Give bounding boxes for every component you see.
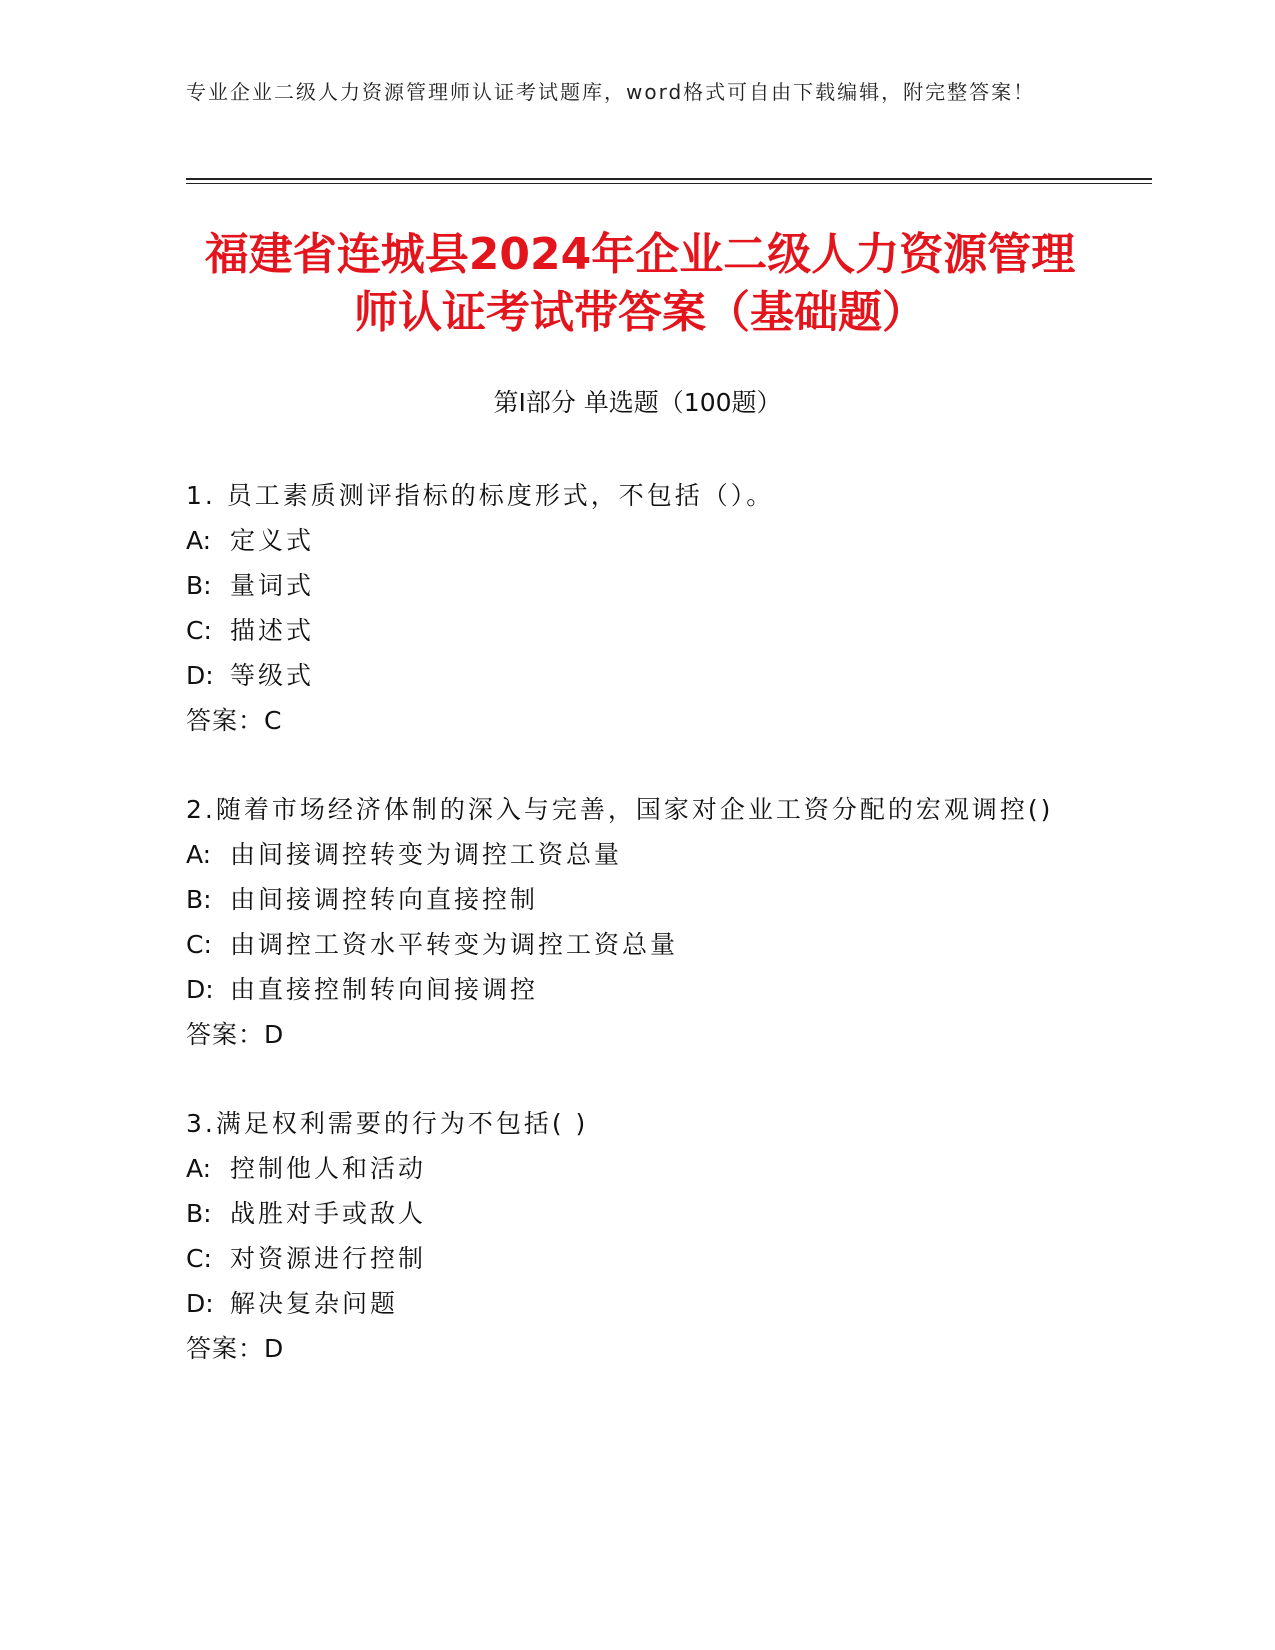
option-key: B: (186, 1199, 212, 1228)
answer: 答案：D (186, 1020, 285, 1049)
option-text: 描述式 (230, 616, 315, 645)
option-b (186, 1191, 1086, 1236)
option-c (186, 922, 1086, 967)
answer: 答案：D (186, 1334, 285, 1363)
option-text: 量词式 (230, 571, 315, 600)
option-text: 对资源进行控制 (230, 1244, 427, 1273)
question-stem: 2.随着市场经济体制的深入与完善，国家对企业工资分配的宏观调控() (186, 795, 1054, 824)
option-key: D: (186, 1289, 214, 1318)
option-b (186, 563, 1086, 608)
option-text: 战胜对手或敌人 (230, 1199, 427, 1228)
option-text: 由直接控制转向间接调控 (230, 975, 539, 1004)
option-text: 由间接调控转变为调控工资总量 (230, 840, 623, 869)
option-a (186, 518, 1086, 563)
option-a (186, 832, 1086, 877)
answer: 答案：C (186, 706, 283, 735)
option-d (186, 1281, 1086, 1326)
header-divider-thin (186, 183, 1152, 184)
option-d (186, 653, 1086, 698)
option-key: B: (186, 571, 212, 600)
option-key: A: (186, 1154, 212, 1183)
option-c (186, 1236, 1086, 1281)
option-text: 由调控工资水平转变为调控工资总量 (230, 930, 679, 959)
option-text: 解决复杂问题 (230, 1289, 399, 1318)
option-text: 定义式 (230, 526, 315, 555)
question-1 (186, 473, 1086, 743)
option-text: 控制他人和活动 (230, 1154, 427, 1183)
header-divider-thick (186, 178, 1152, 180)
option-c (186, 608, 1086, 653)
option-key: B: (186, 885, 212, 914)
title-line-1: 福建省连城县2024年企业二级人力资源管理 (204, 229, 1076, 280)
question-2 (186, 787, 1086, 1057)
option-key: C: (186, 616, 212, 645)
question-stem: 1. 员工素质测评指标的标度形式，不包括（）。 (186, 481, 775, 510)
option-key: C: (186, 930, 212, 959)
title-line-2: 师认证考试带答案（基础题） (354, 287, 926, 338)
option-b (186, 877, 1086, 922)
question-stem: 3.满足权利需要的行为不包括( ) (186, 1109, 589, 1138)
option-text: 等级式 (230, 661, 315, 690)
question-3 (186, 1101, 1086, 1371)
option-key: A: (186, 840, 212, 869)
question-list (186, 473, 1086, 1415)
option-text: 由间接调控转向直接控制 (230, 885, 539, 914)
option-a (186, 1146, 1086, 1191)
document-title (150, 226, 1130, 342)
option-key: D: (186, 661, 214, 690)
section-heading: 第Ⅰ部分 单选题（100题） (493, 388, 782, 417)
option-d (186, 967, 1086, 1012)
option-key: A: (186, 526, 212, 555)
option-key: C: (186, 1244, 212, 1273)
header-note: 专业企业二级人力资源管理师认证考试题库，word格式可自由下载编辑，附完整答案！ (186, 80, 1036, 104)
option-key: D: (186, 975, 214, 1004)
